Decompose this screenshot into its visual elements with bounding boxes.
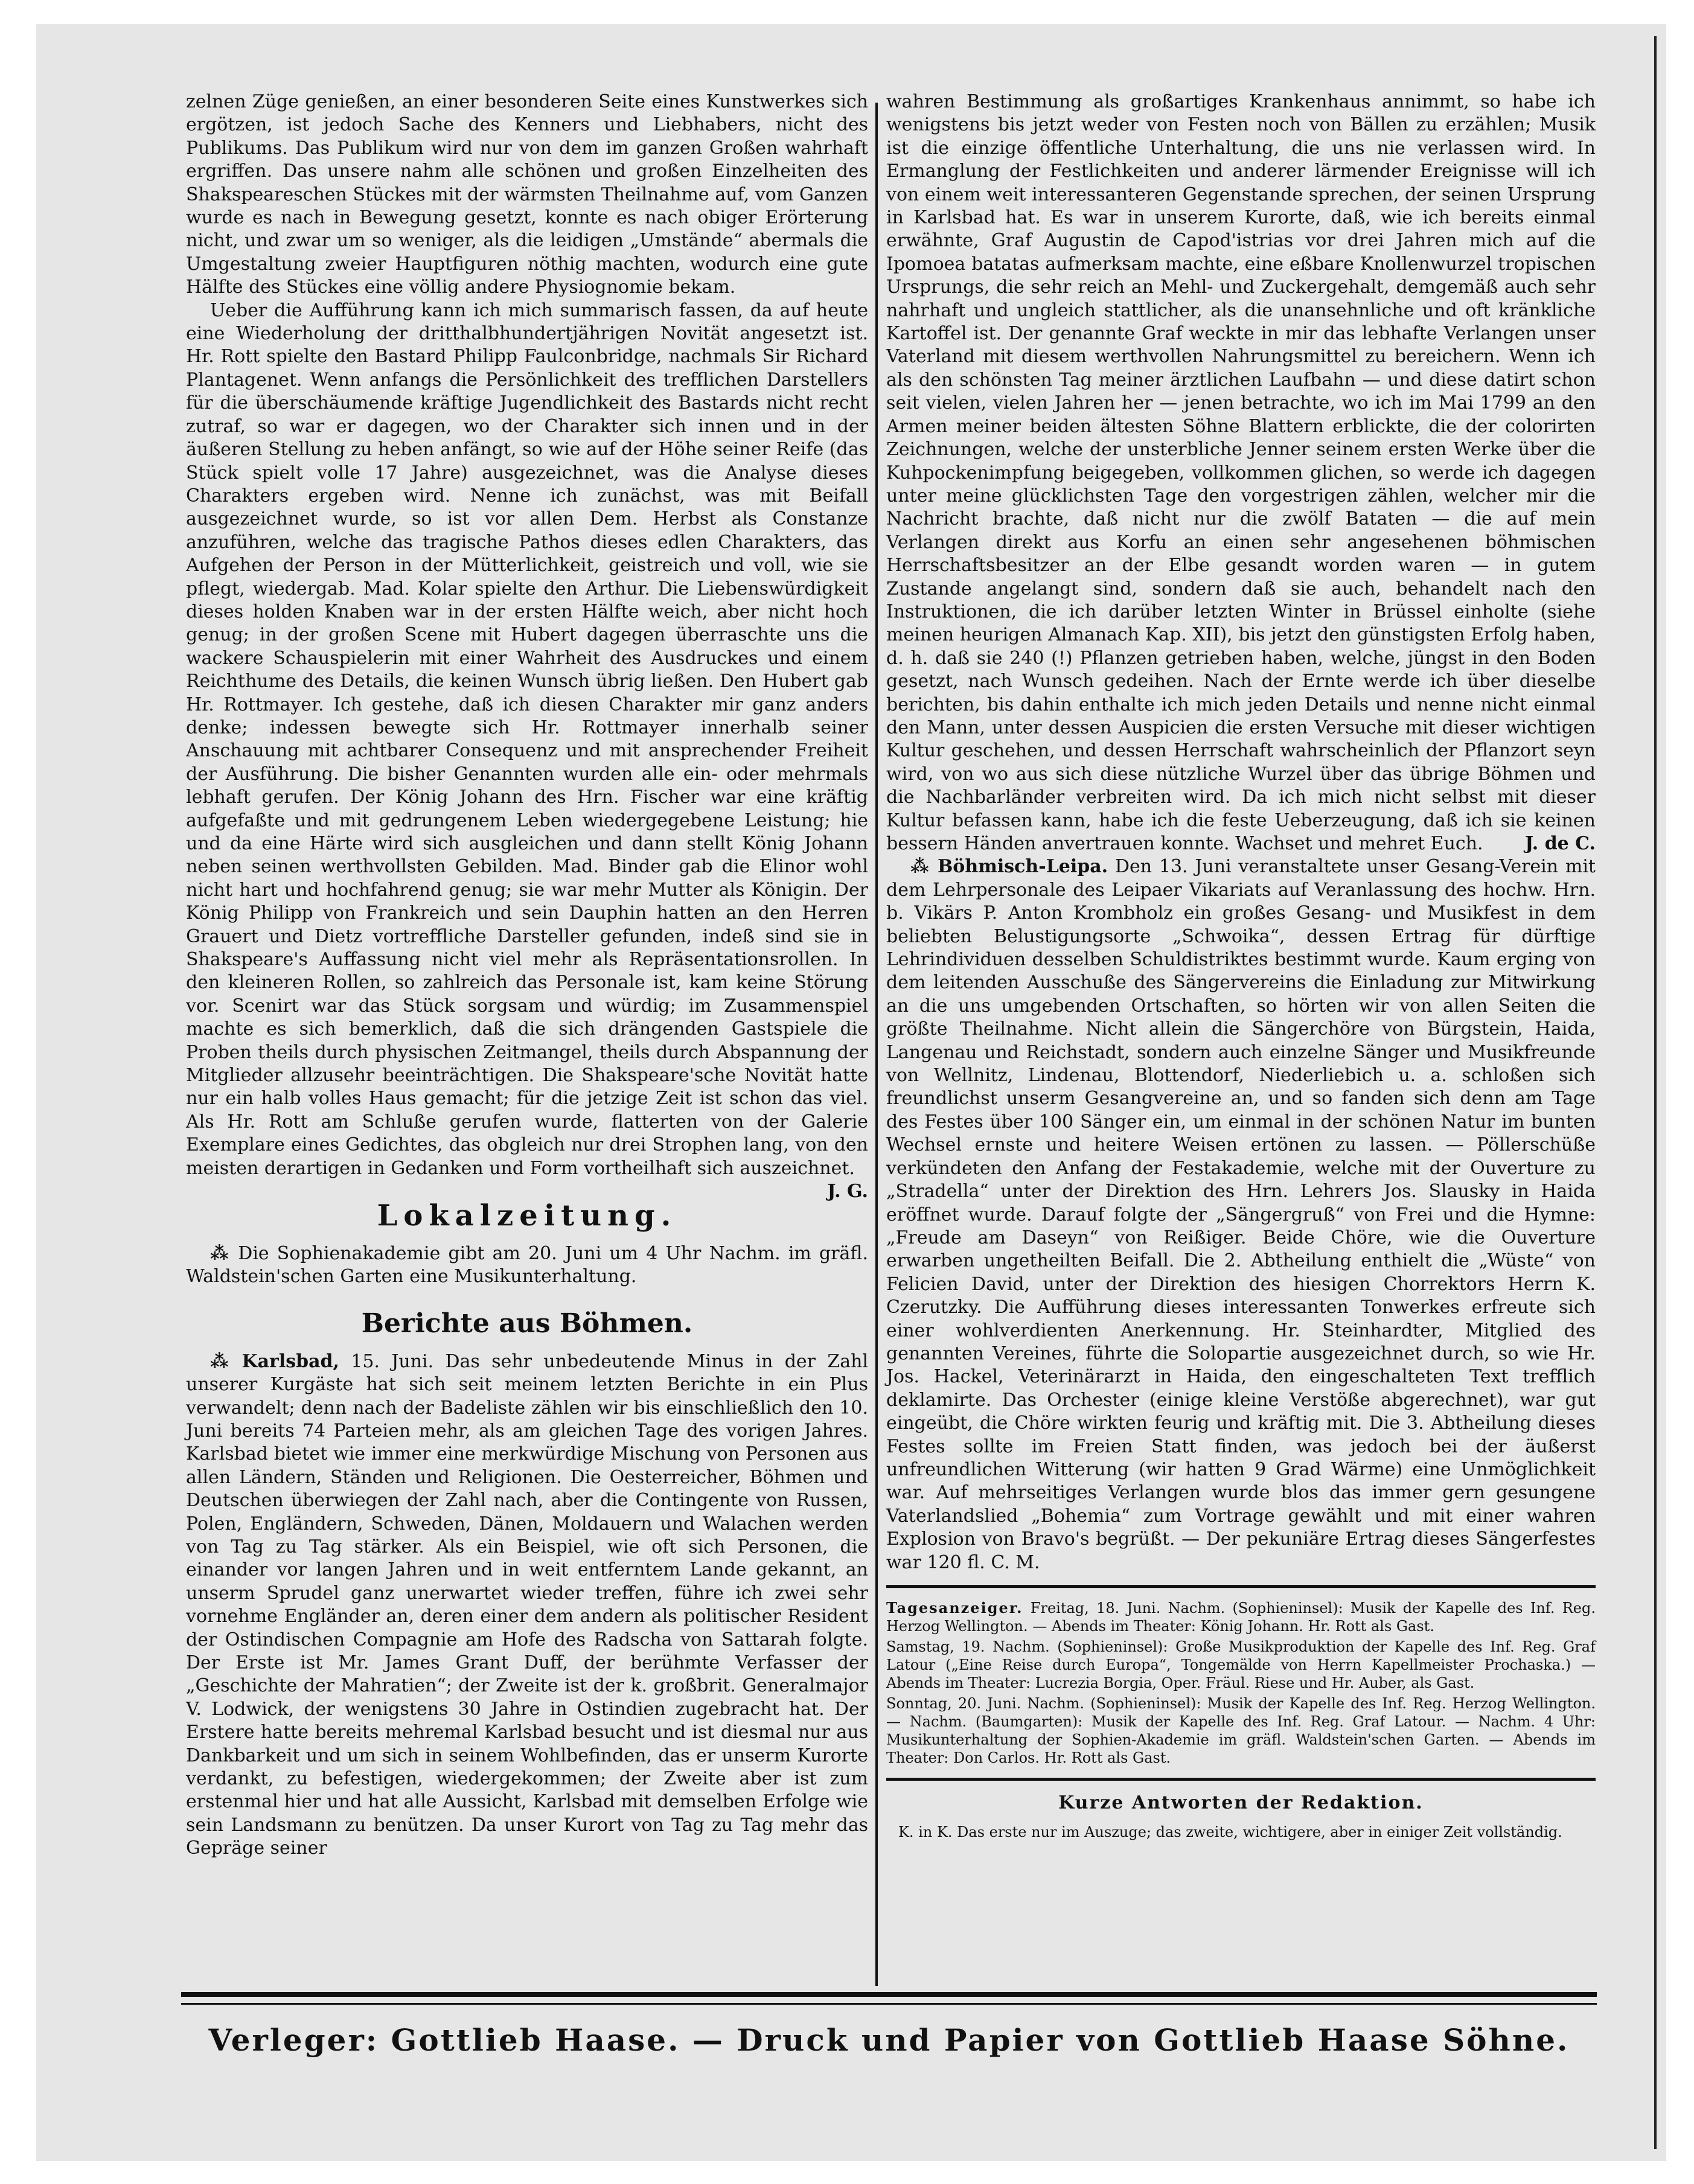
section-title-lokalzeitung: Lokalzeitung.	[377, 1199, 677, 1233]
tages-friday-text: Freitag, 18. Juni. Nachm. (Sophieninsel): Musik der Kapelle des Inf. Reg. Herzog Wellington. — Abends im Theater: König Johann. Hr. Rott als Gast.	[886, 1600, 1596, 1635]
section-rule	[886, 1585, 1596, 1588]
tagesanzeiger	[886, 1599, 1596, 1767]
article-paragraph	[186, 299, 868, 1202]
karlsbad-report-text: 15. Juni. Das sehr unbedeutende Minus in der Zahl unserer Kurgäste hat sich seit meinem letzten Berichte in ein Plus verwandelt; denn nach der Badeliste zählen wir bis einschließlich den 10. Juni bereits 74 Parteien mehr, als am gleichen Tage des vorigen Jahres. Karlsbad bietet wie immer eine merkwürdige Mischung von Personen aus allen Ländern, Ständen und Religionen. Die Oesterreicher, Böhmen und Deutschen überwiegen der Zahl nach, aber die Contingente von Russen, Polen, Engländern, Schweden, Dänen, Moldauern und Walachen werden von Tag zu Tag stärker. Als ein Beispiel, wie oft sich Personen, die einander vor langen Jahren und in weit entferntem Lande gekannt, an unserm Sprudel ganz unerwartet wieder treffen, führe ich zwei sehr vornehme Engländer an, deren einer dem andern als politischer Resident der Ostindischen Compagnie am Hofe des Radscha von Sattarah folgte. Der Erste ist Mr. James Grant Duff, der berühmte Verfasser der „Geschichte der Mahratien“; der Zweite ist der k. großbrit. Generalmajor V. Lodwick, der wenigstens 30 Jahre in Ostindien zugebracht hat. Der Erstere hatte bereits mehremal Karlsbad besucht und ist diesmal nur aus Dankbarkeit und um sich in seinem Wohlbefinden, das er unserm Kurorte verdankt, zu befestigen, wiedergekommen; der Zweite aber ist zum erstenmal hier und hat alle Aussicht, Karlsbad mit demselben Erfolge wie sein Landsmann zu benützen. Da unser Kurort von Tag zu Tag mehr das Gepräge seiner	[186, 1350, 868, 1859]
column-divider	[875, 103, 878, 1986]
karlsbad-signature: J. de C.	[1524, 833, 1596, 854]
kurze-antworten	[886, 1823, 1596, 1841]
karlsbad-continued-text: wahren Bestimmung als großartiges Krankenhaus annimmt, so habe ich wenigstens bis jetzt weder von Festen noch von Bällen zu erzählen; Musik ist die einzige öffentliche Unterhaltung, die uns nie verlassen wird. In Ermanglung der Festlichkeiten und anderer lärmender Ereignisse will ich von einem weit interessanteren Gegenstande sprechen, der seinen Ursprung in Karlsbad hat. Es war in unserem Kurorte, daß, wie ich bereits einmal erwähnte, Graf Augustin de Capod'istrias vor drei Jahren mich auf die Ipomoea batatas aufmerksam machte, eine eßbare Knollenwurzel tropischen Ursprungs, die sehr reich an Mehl- und Zuckergehalt, demgemäß auch sehr nahrhaft und ungleich stattlicher, als die unansehnliche und oft kränkliche Kartoffel ist. Der genannte Graf weckte in mir das lebhafte Verlangen unser Vaterland mit diesem werthvollen Nahrungsmittel zu bereichern. Wenn ich als den schönsten Tag meiner ärztlichen Laufbahn — und diese datirt schon seit vielen, vielen Jahren her — jenen betrachte, wo ich im Mai 1799 an den Armen meiner beiden ältesten Söhne Blattern erblickte, die der colorirten Zeichnungen, welche der unsterbliche Jenner seinem ersten Werke über die Kuhpockenimpfung beigegeben, vollkommen glichen, so werde ich dagegen unter meine glücklichsten Tage den vorgestrigen zählen, welcher mir die Nachricht brachte, daß nicht nur die zwölf Bataten — die auf mein Verlangen direkt aus Korfu an einen sehr angesehenen böhmischen Herrschaftsbesitzer an der Elbe gesandt worden waren — in gutem Zustande angelangt sind, sondern daß sie auch, behandelt nach den Instruktionen, die ich darüber letzten Winter in Brüssel einholte (siehe meinen heurigen Almanach Kap. XII), bis jetzt den günstigsten Erfolg haben, d. h. daß sie 240 (!) Pflanzen getrieben haben, welche, jüngst in den Boden gesetzt, nach Wunsch gedeihen. Nach der Ernte werde ich über dieselbe berichten, bis dahin enthalte ich mich jeden Details und nenne nicht einmal den Mann, unter dessen Auspicien die ersten Versuche mit dieser wichtigen Kultur geschehen, und dessen Herrschaft wahrscheinlich der Pflanzort seyn wird, von wo aus sich diese nützliche Wurzel über das übrige Böhmen und die Nachbarländer verbreiten wird. Da ich mich nicht selbst mit dieser Kultur befassen kann, habe ich die feste Ueberzeugung, daß ich sie keinen bessern Händen anvertrauen konnte. Wachset und mehret Euch.	[886, 91, 1596, 854]
footer-rule-thin	[181, 2003, 1597, 2005]
article-paragraph-text: Ueber die Aufführung kann ich mich summarisch fassen, da auf heute eine Wiederholung der dritthalbhundertjährigen Novität angesetzt ist. Hr. Rott spielte den Bastard Philipp Faulconbridge, nachmals Sir Richard Plantagenet. Wenn anfangs die Persönlichkeit des trefflichen Darstellers für die überschäumende kräftige Jugendlichkeit des Bastards nicht recht zutraf, so war er dagegen, wo der Charakter sich innen und in der äußeren Stellung zu heben anfängt, so wie auf der Höhe seiner Reife (das Stück spielt volle 17 Jahre) ausgezeichnet, was die Analyse dieses Charakters ergeben wird. Nenne ich zunächst, was mit Beifall ausgezeichnet wurde, so ist vor allen Dem. Herbst als Constanze anzuführen, welche das tragische Pathos dieses edlen Charakters, das Aufgehen der Person in der Mütterlichkeit, geistreich und voll, wie sie pflegt, wiedergab. Mad. Kolar spielte den Arthur. Die Liebenswürdigkeit dieses holden Knaben war in der ersten Hälfte weich, aber nicht hoch genug; in der großen Scene mit Hubert dagegen überraschte uns die wackere Schauspielerin mit einer Wahrheit des Ausdruckes und einem Reichthume des Details, die keinen Wunsch übrig ließen. Den Hubert gab Hr. Rottmayer. Ich gestehe, daß ich diesen Charakter mir ganz anders denke; indessen bewegte sich Hr. Rottmayer innerhalb seiner Anschauung mit achtbarer Consequenz und mit ansprechender Freiheit der Ausführung. Die bisher Genannten wurden alle ein- oder mehrmals lebhaft gerufen. Der König Johann des Hrn. Fischer war eine kräftig aufgefaßte und mit gedrungenem Leben wiedergegebene Leistung; hie und da eine Härte wird sich ausgleichen und dann stellt König Johann neben seinen werthvollsten Gebilden. Mad. Binder gab die Elinor wohl nicht hart und hochfahrend genug; sie war mehr Mutter als Königin. Der König Philipp von Frankreich und sein Dauphin hatten an den Herren Grauert und Dietz vortreffliche Darsteller gefunden, indeß sind sie in Shakspeare's Auffassung nicht viel mehr als Repräsentationsrollen. In den kleineren Rollen, so zahlreich das Personale ist, kam keine Störung vor. Scenirt war das Stück sorgsam und würdig; im Zusammenspiel machte es sich bemerklich, daß die sich drängenden Gastspiele die Proben theils durch physischen Zeitmangel, theils durch Abspannung der Mitglieder allzusehr beeinträchtigen. Die Shakspeare'sche Novität hatte nur ein halb volles Haus gemacht; für die jetzige Zeit ist schon das viel. Als Hr. Rott am Schluße gerufen wurde, flatterten von der Galerie Exemplare eines Gedichtes, das obgleich nur drei Strophen lang, von den meisten derartigen in Gedanken und Form vortheilhaft sich auszeichnet.	[186, 299, 868, 1179]
section-title-berichte: Berichte aus Böhmen.	[361, 1308, 693, 1339]
page-edge	[1654, 36, 1657, 2149]
karlsbad-report-continued	[886, 91, 1596, 855]
kurze-antworten-title: Kurze Antworten der Redaktion.	[1058, 1792, 1424, 1813]
tagesanzeiger-label: Tagesanzeiger.	[886, 1599, 1023, 1617]
asterism-icon: ⁂	[910, 856, 930, 878]
dateline-karlsbad: Karlsbad,	[241, 1350, 339, 1372]
left-column	[186, 91, 868, 1860]
section-rule	[886, 1778, 1596, 1781]
footer-rule	[181, 1992, 1597, 1997]
tages-sunday: Sonntag, 20. Juni. Nachm. (Sophieninsel): Musik der Kapelle des Inf. Reg. Herzog Wellington. — Nachm. (Baumgarten): Musik der Kapelle des Inf. Reg. Graf Latour. — Nachm. 4 Uhr: Musikunterhaltung der Sophien-Akademie im gräfl. Waldstein'schen Garten. — Abends im Theater: Don Carlos. Hr. Rott als Gast.	[886, 1695, 1596, 1766]
kurze-antworten-text: K. in K. Das erste nur im Auszuge; das zweite, wichtigere, aber in einiger Zeit vollständig.	[898, 1824, 1562, 1841]
article-signature: J. G.	[827, 1181, 868, 1202]
leipa-report	[886, 855, 1596, 1574]
leipa-report-text: Den 13. Juni veranstaltete unser Gesang-Verein mit dem Lehrpersonale des Leipaer Vikariats auf Veranlassung des hochw. Hrn. b. Vikärs P. Anton Krombholz ein großes Gesang- und Musikfest in dem beliebten Belustigungsorte „Schwoika“, dessen Ertrag für dürftige Lehrindividuen desselben Schuldistriktes bestimmt wurde. Kaum erging von dem leitenden Ausschuße des Sängervereins die Einladung zur Mitwirkung an die uns umgebenden Ortschaften, so hörten wir von allen Seiten die größte Theilnahme. Nicht allein die Sängerchöre von Bürgstein, Haida, Langenau und Reichstadt, sondern auch einzelne Sänger und Musikfreunde von Wellnitz, Lindenau, Blottendorf, Niederliebich u. a. schloßen sich freundlichst unserm Gesangvereine an, und so fanden sich denn am Tage des Festes über 100 Sänger ein, um einmal in der schönen Natur im bunten Wechsel ernste und heitere Weisen ertönen zu lassen. — Pöllerschüße verkündeten den Anfang der Festakademie, welche mit der Ouverture zu „Stradella“ unter der Direktion des Hrn. Lehrers Jos. Slausky in Haida eröffnet wurde. Darauf folgte der „Sängergruß“ von Frei und die Hymne: „Freude am Daseyn“ von Reißiger. Beide Chöre, wie die Ouverture erwarben ungetheilten Beifall. Die 2. Abtheilung enthielt die „Wüste“ von Felicien David, unter der Direktion des hiesigen Chorrektors Herrn K. Czerutzky. Die Aufführung dieses interessanten Tonwerkes erfreute sich einer wohlverdienten Anerkennung. Hr. Steinhardter, Mitglied des genannten Vereines, führte die Solopartie ausgezeichnet durch, so wie Hr. Jos. Hackel, Veterinärarzt in Haida, den eingeschalteten Text trefflich deklamirte. Das Orchester (einige kleine Verstöße abgerechnet), war gut eingeübt, die Chöre wirkten feurig und kräftig mit. Die 3. Abtheilung dieses Festes sollte im Freien Statt finden, was jedoch bei der äußerst unfreundlichen Witterung (wir hatten 9 Grad Wärme) eine Unmöglichkeit war. Auf mehrseitiges Verlangen wurde blos das immer gern gesungene Vaterlandslied „Bohemia“ zum Vortrage gewählt und mit einer wahren Explosion von Bravo's begrüßt. — Der pekuniäre Ertrag dieses Sängerfestes war 120 fl. C. M.	[886, 856, 1596, 1573]
tages-friday	[886, 1599, 1596, 1635]
asterism-icon: ⁂	[210, 1350, 235, 1372]
right-column	[886, 91, 1596, 1841]
asterism-icon: ⁂	[210, 1242, 231, 1264]
karlsbad-report	[186, 1350, 868, 1860]
article-paragraph: zelnen Züge genießen, an einer besonderen Seite eines Kunstwerkes sich ergötzen, ist jedoch Sache des Kenners und Liebhabers, nicht des Publikums. Das Publikum wird nur von dem im ganzen Großen wahrhaft ergriffen. Das unsere nahm alle schönen und großen Einzelheiten des Shakspeareschen Stückes mit der wärmsten Theilnahme auf, vom Ganzen wurde es nach in Bewegung gesetzt, konnte es nach obiger Erörterung nicht, und zwar um so weniger, als die leidigen „Umstände“ abermals die Umgestaltung zweier Hauptfiguren nöthig machten, wodurch eine gute Hälfte des Stückes eine völlig andere Physiognomie bekam.	[186, 91, 868, 298]
publisher-footer: Verleger: Gottlieb Haase. — Druck und Papier von Gottlieb Haase Söhne.	[208, 2022, 1570, 2058]
dateline-leipa: Böhmisch-Leipa.	[937, 856, 1108, 878]
tages-saturday: Samstag, 19. Nachm. (Sophieninsel): Große Musikproduktion der Kapelle des Inf. Reg. Graf Latour („Eine Reise durch Europa“, Tongemälde von Herrn Kapellmeister Prochaska.) — Abends im Theater: Lucrezia Borgia, Oper. Fräul. Riese und Hr. Auber, als Gast.	[886, 1638, 1596, 1691]
lokal-notice	[186, 1242, 868, 1289]
lokal-notice-text: Die Sophienakademie gibt am 20. Juni um 4 Uhr Nachm. im gräfl. Waldstein'schen Garten eine Musikunterhaltung.	[186, 1242, 868, 1287]
